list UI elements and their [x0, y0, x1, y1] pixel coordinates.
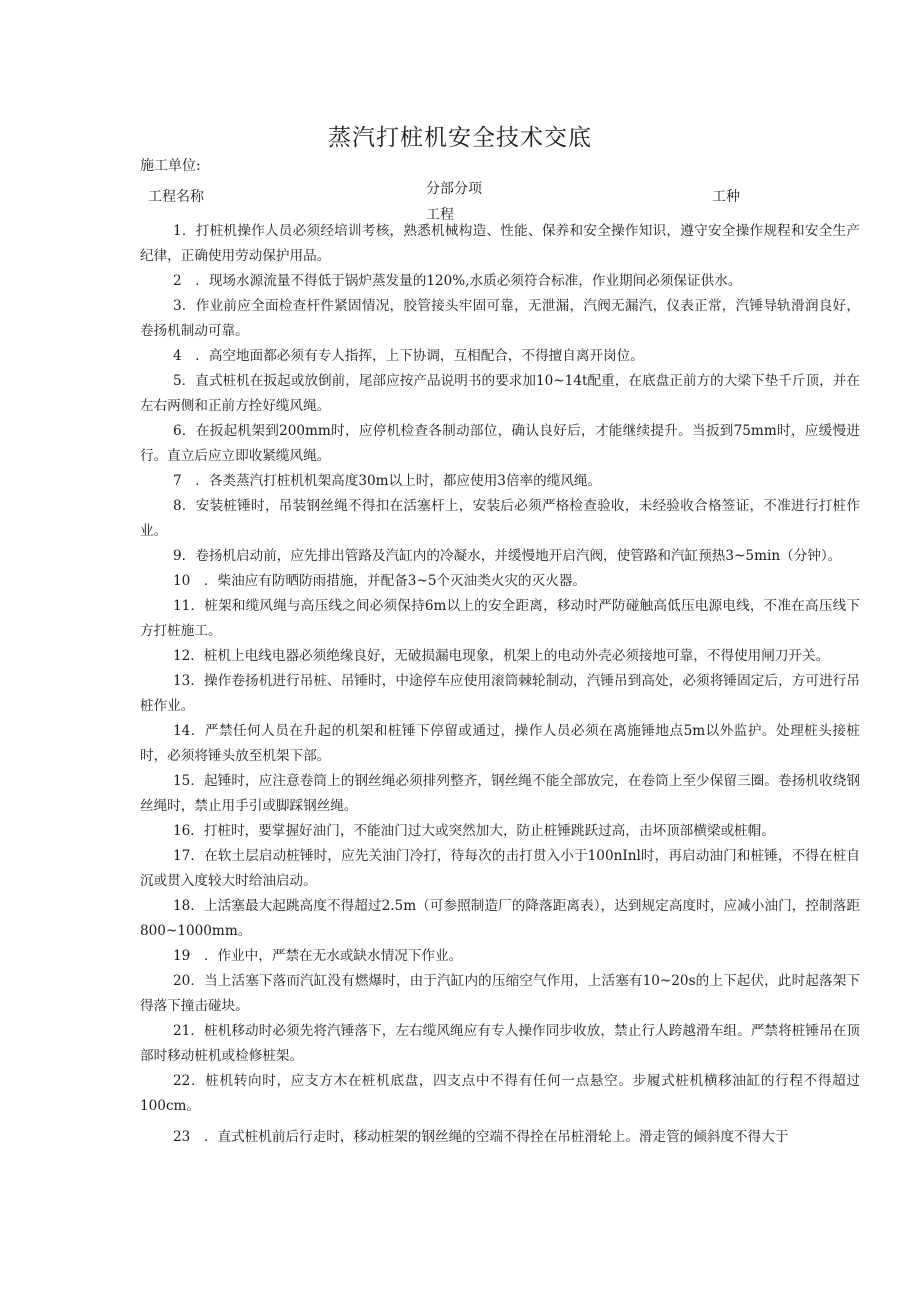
paragraph: 6．在扳起机架到200mm时，应停机检查各制动部位，确认良好后，才能继续提升。当扳到75mm时，应缓慢进行。直立后应立即收紧缆风绳。 — [140, 423, 860, 464]
sub-project-label-line2: 工程 — [426, 207, 454, 223]
paragraph: 21．桩机移动时必须先将汽锤落下，左右缆风绳应有专人操作同步收放，禁止行人跨越滑车组。严禁将桩锤吊在顶部时移动桩机或检修桩架。 — [140, 1023, 860, 1064]
paragraph: 23 ．直式桩机前后行走时，移动桩架的钢丝绳的空端不得拴在吊桩滑轮上。滑走管的倾斜度不得大于 — [173, 1129, 789, 1145]
paragraph: 2 ．现场水源流量不得低于锅炉蒸发量的120%,水质必须符合标准，作业期间必须保证供水。 — [173, 273, 742, 289]
paragraph: 11．桩架和缆风绳与高压线之间必须保持6m以上的安全距离，移动时严防碰触高低压电源电线，不准在高压线下方打桩施工。 — [140, 598, 860, 639]
paragraph: 13．操作卷扬机进行吊桩、吊锤时，中途停车应使用滚筒棘轮制动，汽锤吊到高处，必须将锤固定后，方可进行吊桩作业。 — [140, 673, 860, 714]
paragraph: 16．打桩时，要掌握好油门，不能油门过大或突然加大，防止桩锤跳跃过高，击坏顶部横梁或桩帽。 — [173, 823, 775, 839]
paragraph: 15．起锤时，应注意卷筒上的钢丝绳必须排列整齐，钢丝绳不能全部放完，在卷筒上至少保留三圈。卷扬机收绕钢丝绳时，禁止用手引或脚踩钢丝绳。 — [140, 773, 860, 814]
paragraph: 1．打桩机操作人员必须经培训考核，熟悉机械构造、性能、保养和安全操作知识，遵守安全操作规程和安全生产纪律，正确使用劳动保护用品。 — [140, 223, 860, 264]
paragraph: 8．安装桩锤时，吊装钢丝绳不得扣在活塞杆上，安装后必须严格检查验收，未经验收合格签证，不准进行打桩作业。 — [140, 498, 860, 539]
paragraph: 22．桩机转向时，应支方木在桩机底盘，四支点中不得有任何一点悬空。步履式桩机横移油缸的行程不得超过100cm。 — [140, 1073, 860, 1114]
document-title: 蒸汽打桩机安全技术交底 — [328, 125, 592, 151]
paragraph: 20．当上活塞下落而汽缸没有燃爆时，由于汽缸内的压缩空气作用，上活塞有10~20s的上下起伏，此时起落架下得落下撞击碰块。 — [140, 973, 860, 1014]
paragraph: 12．桩机上电线电器必须绝缘良好，无破损漏电现象，机架上的电动外壳必须接地可靠，不得使用闸刀开关。 — [173, 648, 830, 664]
project-name-label: 工程名称 — [148, 189, 204, 205]
paragraph: 4 ．高空地面都必须有专人指挥，上下协调，互相配合，不得擅自离开岗位。 — [173, 348, 644, 364]
paragraph: 5．直式桩机在扳起或放倒前，尾部应按产品说明书的要求加10~14t配重，在底盘正前方的大梁下垫千斤顶，并在左右两侧和正前方拴好缆风绳。 — [140, 373, 860, 414]
paragraph: 14．严禁任何人员在升起的机架和桩锤下停留或通过，操作人员必须在离施锤地点5m以外监护。处理桩头接桩时，必须将锤头放至机架下部。 — [140, 723, 860, 764]
paragraph: 10 ．柴油应有防晒防雨措施，并配备3~5个灭油类火灾的灭火器。 — [173, 573, 587, 589]
trade-label: 工种 — [712, 189, 740, 205]
document-body — [140, 219, 860, 1150]
sub-project-label-line1: 分部分项 — [426, 181, 482, 197]
paragraph: 19 ．作业中，严禁在无水或缺水情况下作业。 — [173, 948, 463, 964]
paragraph: 18．上活塞最大起跳高度不得超过2.5m（可参照制造厂的降落距离表），达到规定高度时，应减小油门，控制落距800~1000mm。 — [140, 898, 860, 939]
paragraph: 9．卷扬机启动前，应先排出管路及汽缸内的冷凝水，并缓慢地开启汽阀，使管路和汽缸预热3~5min（分钟）。 — [173, 548, 842, 564]
paragraph: 7 ．各类蒸汽打桩机机架高度30m以上时，都应使用3倍率的缆风绳。 — [173, 473, 602, 489]
construction-unit-label: 施工单位: — [140, 158, 201, 174]
paragraph: 3．作业前应全面检查杆件紧固情况，胶管接头牢固可靠，无泄漏，汽阀无漏汽，仪表正常，汽锤导轨滑润良好，卷扬机制动可靠。 — [140, 298, 860, 339]
paragraph: 17．在软土层启动桩锤时，应先关油门冷打，待每次的击打贯入小于100nInl时，再启动油门和桩锤，不得在桩自沉或贯入度较大时给油启动。 — [140, 848, 860, 889]
